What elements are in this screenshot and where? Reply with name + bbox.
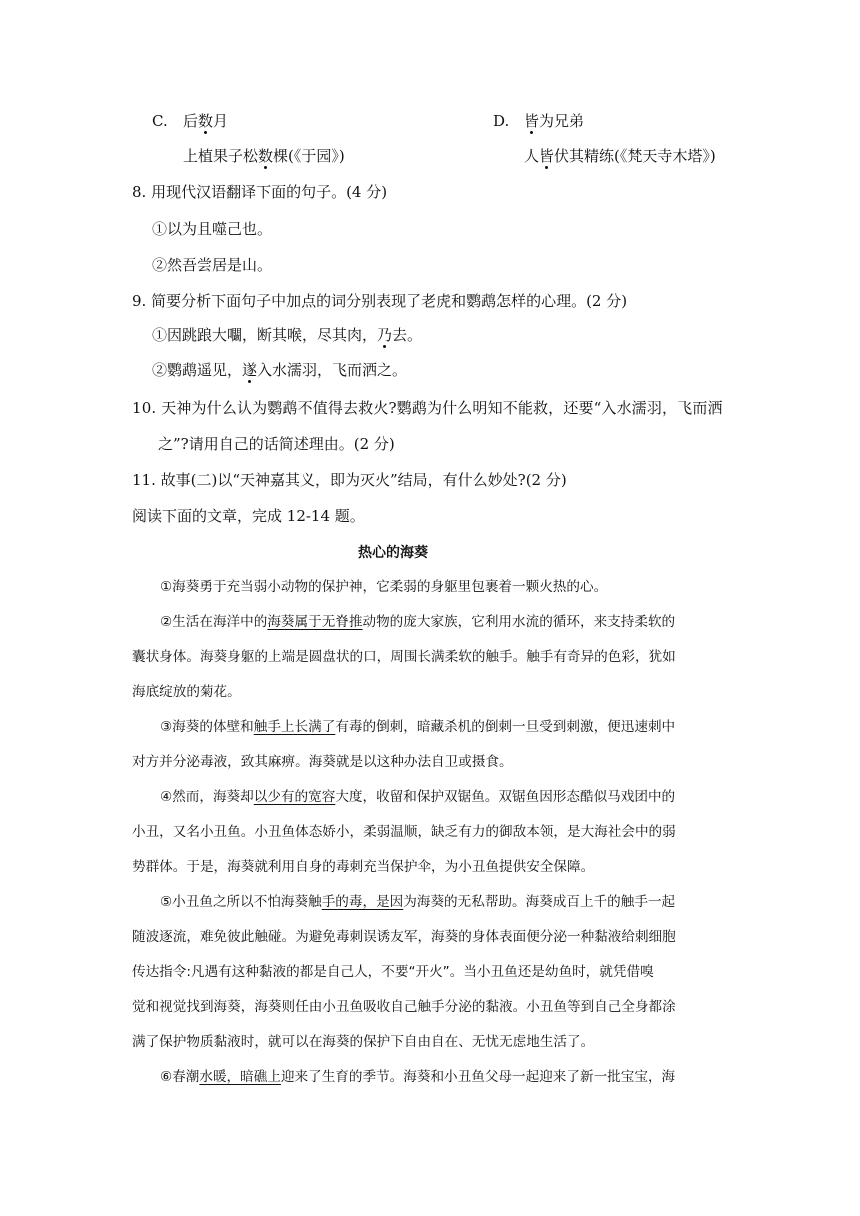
paragraph-5-line: 随波逐流，难免彼此触碰。为避免毒刺误诱友军，海葵的身体表面便分泌一种黏液给刺细胞 xyxy=(132,929,676,945)
text-segment: 迎来了生育的季节。海葵和小丑鱼父母一起迎来了新一批宝宝，海 xyxy=(280,1069,676,1085)
text-segment: 有毒的倒刺，暗藏杀机的倒刺一旦受到刺激，便迅速刺中 xyxy=(335,719,676,735)
option-d-line1 xyxy=(524,110,584,132)
question-8-item-2: ②然吾尝居是山。 xyxy=(152,256,273,274)
paragraph-4-line: 小丑，又名小丑鱼。小丑鱼体态娇小，柔弱温顺，缺乏有力的御敌本领，是大海社会中的弱 xyxy=(132,824,676,840)
dotted-word: 皆 xyxy=(524,112,540,130)
question-10-line-2: 之”?请用自己的话简述理由。(2 分) xyxy=(158,435,395,453)
underlined-phrase: 海葵属于无脊推 xyxy=(267,614,363,630)
option-c-line2 xyxy=(183,145,345,167)
article-body xyxy=(132,570,730,1095)
underlined-phrase: 手的毒，是因 xyxy=(321,894,404,910)
paragraph-5-line: 传达指令:凡遇有这种黏液的都是自己人，不要“开火”。当小丑鱼还是幼鱼时，就凭借嗅 xyxy=(132,964,654,980)
paragraph-6-line xyxy=(132,1060,730,1095)
option-d-label: D. xyxy=(493,112,510,130)
paragraph-2-line: 海底绽放的菊花。 xyxy=(132,684,241,700)
question-8: 8. 用现代汉语翻译下面的句子。(4 分) xyxy=(132,183,388,201)
option-d-line2 xyxy=(524,145,716,167)
paragraph-2-line: 囊状身体。海葵身躯的上端是圆盘状的口，周围长满柔软的触手。触手有奇异的色彩，犹如 xyxy=(132,649,676,665)
text-segment: 大度，收留和保护双锯鱼。双锯鱼因形态酷似马戏团中的 xyxy=(335,789,676,805)
text-segment: 后 xyxy=(183,112,199,130)
question-10-line-1: 10. 天神为什么认为鹦鹉不值得去救火?鹦鹉为什么明知不能救，还要“入水濡羽，飞而洒 xyxy=(132,399,723,417)
paragraph-1: ①海葵勇于充当弱小动物的保护神，它柔弱的身躯里包裹着一颗火热的心。 xyxy=(160,579,608,595)
option-c-line1 xyxy=(183,110,228,132)
paragraph-4-line xyxy=(132,780,730,815)
text-segment: 为海葵的无私帮助。海葵成百上千的触手一起 xyxy=(403,894,676,910)
question-11: 11. 故事(二)以“天神嘉其义，即为灭火”结局，有什么妙处?(2 分) xyxy=(132,471,567,489)
paragraph-5-line xyxy=(132,885,730,920)
article-title: 热心的海葵 xyxy=(358,545,428,561)
text-segment: 为兄弟 xyxy=(539,112,585,130)
paragraph-5-line: 满了保护物质黏液时，就可以在海葵的保护下自由自在、无忧无虑地生活了。 xyxy=(132,1034,595,1050)
reading-instruction: 阅读下面的文章，完成 12-14 题。 xyxy=(132,507,365,525)
text-segment: ①因跳踉大㘚，断其喉，尽其肉， xyxy=(152,326,378,344)
text-segment: 去。 xyxy=(392,326,423,344)
text-segment: ⑥春潮 xyxy=(160,1069,200,1085)
text-segment: ②鹦鹉遥见， xyxy=(152,361,243,379)
text-segment: 动物的庞大家族，它利用水流的循环，来支持柔软的 xyxy=(362,614,676,630)
question-9: 9. 简要分析下面句子中加点的词分别表现了老虎和鹦鹉怎样的心理。(2 分) xyxy=(132,292,628,310)
text-segment: 月 xyxy=(213,112,229,130)
text-segment: 伏其精练(《梵天寺木塔》) xyxy=(554,147,716,165)
paragraph-2-line xyxy=(132,605,730,640)
underlined-phrase: 触手上长满了 xyxy=(253,719,336,735)
text-segment: 棵(《于园》) xyxy=(273,147,345,165)
dotted-word: 数 xyxy=(258,147,274,165)
question-9-item-2 xyxy=(152,359,407,381)
dotted-word: 数 xyxy=(198,112,214,130)
question-9-item-1 xyxy=(152,324,422,346)
paragraph-3-line xyxy=(132,710,730,745)
dotted-word: 皆 xyxy=(539,147,555,165)
text-segment: ③海葵的体壁和 xyxy=(160,719,254,735)
dotted-word: 乃 xyxy=(377,326,393,344)
question-8-item-1: ①以为且噬己也。 xyxy=(152,220,273,238)
paragraph-3-line: 对方并分泌毒液，致其麻痹。海葵就是以这种办法自卫或摄食。 xyxy=(132,754,513,770)
dotted-word: 遂 xyxy=(242,361,258,379)
option-c-label: C. xyxy=(152,112,168,130)
text-segment: 入水濡羽，飞而洒之。 xyxy=(257,361,408,379)
paragraph-4-line: 势群体。于是，海葵就利用自身的毒刺充当保护伞，为小丑鱼提供安全保障。 xyxy=(132,859,595,875)
text-segment: ④然而，海葵却 xyxy=(160,789,254,805)
text-segment: 人 xyxy=(524,147,540,165)
underlined-phrase: 以少有的宽容 xyxy=(253,789,336,805)
paragraph-5-line: 觉和视觉找到海葵，海葵则任由小丑鱼吸收自己触手分泌的黏液。小丑鱼等到自己全身都涂 xyxy=(132,999,676,1015)
text-segment: 上植果子松 xyxy=(183,147,259,165)
underlined-phrase: 水暖，暗礁上 xyxy=(199,1069,281,1085)
text-segment: ②生活在海洋中的 xyxy=(160,614,268,630)
text-segment: ⑤小丑鱼之所以不怕海葵触 xyxy=(160,894,322,910)
